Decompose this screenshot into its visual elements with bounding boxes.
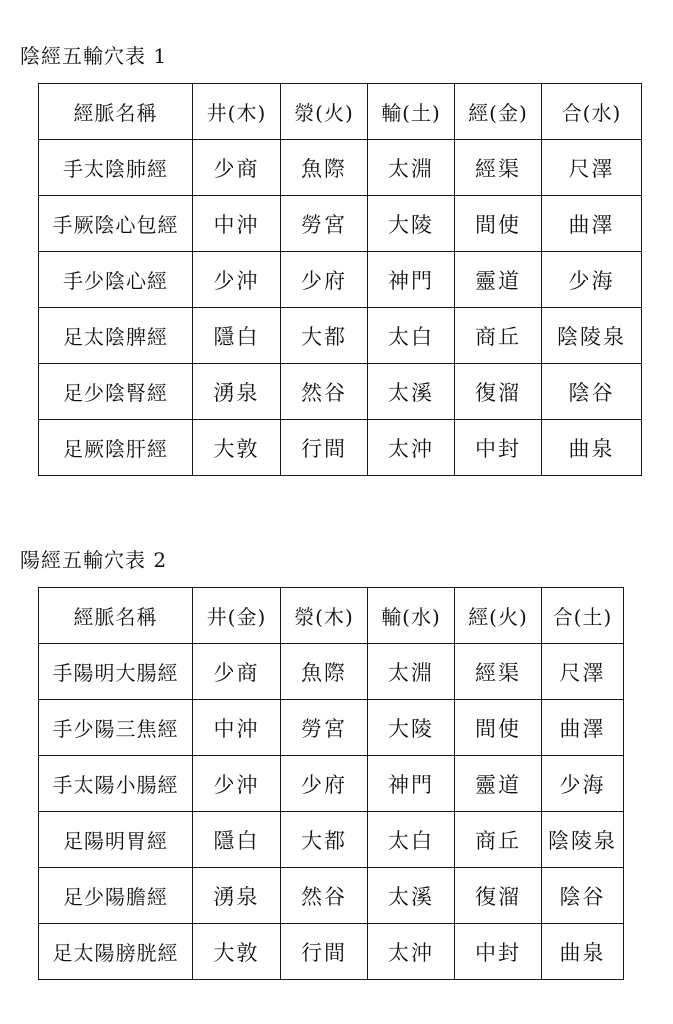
header-jing-river: 經(金) [455,84,542,140]
point-cell: 間使 [455,196,542,252]
yang-meridian-five-shu-table [38,587,624,980]
point-cell: 陰陵泉 [542,812,624,868]
point-cell: 中沖 [193,700,281,756]
point-cell: 商丘 [455,308,542,364]
meridian-name: 手厥陰心包經 [39,196,193,252]
meridian-name: 足少陽膽經 [39,868,193,924]
meridian-name: 手少陰心經 [39,252,193,308]
point-cell: 曲澤 [542,700,624,756]
point-cell: 陰谷 [542,868,624,924]
point-cell: 大敦 [193,924,281,980]
point-cell: 太溪 [368,868,455,924]
yang-table-caption: 陽經五輸穴表 2 [20,548,168,572]
point-cell: 太白 [368,308,455,364]
point-cell: 曲泉 [542,420,642,476]
table-row [39,364,642,420]
point-cell: 魚際 [281,140,368,196]
point-cell: 太沖 [368,924,455,980]
point-cell: 大敦 [193,420,281,476]
meridian-name: 手少陽三焦經 [39,700,193,756]
table-row [39,700,624,756]
point-cell: 少府 [281,756,368,812]
meridian-name: 足厥陰肝經 [39,420,193,476]
point-cell: 湧泉 [193,364,281,420]
table-row [39,868,624,924]
meridian-name: 手太陽小腸經 [39,756,193,812]
header-meridian-name: 經脈名稱 [39,84,193,140]
point-cell: 然谷 [281,364,368,420]
point-cell: 大陵 [368,700,455,756]
point-cell: 靈道 [455,756,542,812]
point-cell: 少府 [281,252,368,308]
point-cell: 太溪 [368,364,455,420]
point-cell: 行間 [281,420,368,476]
point-cell: 勞宮 [281,700,368,756]
table-row [39,756,624,812]
table-row [39,812,624,868]
point-cell: 神門 [368,252,455,308]
point-cell: 少商 [193,644,281,700]
point-cell: 少沖 [193,252,281,308]
header-ying-spring: 滎(火) [281,84,368,140]
point-cell: 中封 [455,924,542,980]
table-header-row [39,84,642,140]
point-cell: 然谷 [281,868,368,924]
point-cell: 大都 [281,308,368,364]
point-cell: 尺澤 [542,140,642,196]
point-cell: 復溜 [455,364,542,420]
meridian-name: 足陽明胃經 [39,812,193,868]
point-cell: 少海 [542,756,624,812]
table-row [39,196,642,252]
header-jing-well: 井(金) [193,588,281,644]
point-cell: 太淵 [368,140,455,196]
point-cell: 隱白 [193,812,281,868]
point-cell: 少海 [542,252,642,308]
point-cell: 行間 [281,924,368,980]
point-cell: 商丘 [455,812,542,868]
point-cell: 太淵 [368,644,455,700]
point-cell: 經渠 [455,140,542,196]
table-row [39,420,642,476]
table-row [39,924,624,980]
point-cell: 陰谷 [542,364,642,420]
point-cell: 陰陵泉 [542,308,642,364]
table-header-row [39,588,624,644]
header-shu-stream: 輸(水) [368,588,455,644]
point-cell: 太白 [368,812,455,868]
point-cell: 曲澤 [542,196,642,252]
header-he-sea: 合(水) [542,84,642,140]
header-jing-well: 井(木) [193,84,281,140]
point-cell: 大陵 [368,196,455,252]
point-cell: 中沖 [193,196,281,252]
point-cell: 曲泉 [542,924,624,980]
point-cell: 中封 [455,420,542,476]
point-cell: 神門 [368,756,455,812]
point-cell: 復溜 [455,868,542,924]
meridian-name: 手太陰肺經 [39,140,193,196]
yin-table-caption: 陰經五輸穴表 1 [20,44,168,68]
point-cell: 湧泉 [193,868,281,924]
point-cell: 太沖 [368,420,455,476]
table-row [39,308,642,364]
header-jing-river: 經(火) [455,588,542,644]
yin-meridian-five-shu-table [38,83,642,476]
meridian-name: 足太陽膀胱經 [39,924,193,980]
point-cell: 間使 [455,700,542,756]
meridian-name: 足太陰脾經 [39,308,193,364]
header-ying-spring: 滎(木) [281,588,368,644]
point-cell: 大都 [281,812,368,868]
point-cell: 經渠 [455,644,542,700]
table-row [39,252,642,308]
header-shu-stream: 輸(土) [368,84,455,140]
table-row [39,140,642,196]
point-cell: 少商 [193,140,281,196]
point-cell: 靈道 [455,252,542,308]
point-cell: 少沖 [193,756,281,812]
point-cell: 魚際 [281,644,368,700]
header-he-sea: 合(土) [542,588,624,644]
meridian-name: 手陽明大腸經 [39,644,193,700]
header-meridian-name: 經脈名稱 [39,588,193,644]
meridian-name: 足少陰腎經 [39,364,193,420]
point-cell: 尺澤 [542,644,624,700]
point-cell: 勞宮 [281,196,368,252]
table-row [39,644,624,700]
point-cell: 隱白 [193,308,281,364]
